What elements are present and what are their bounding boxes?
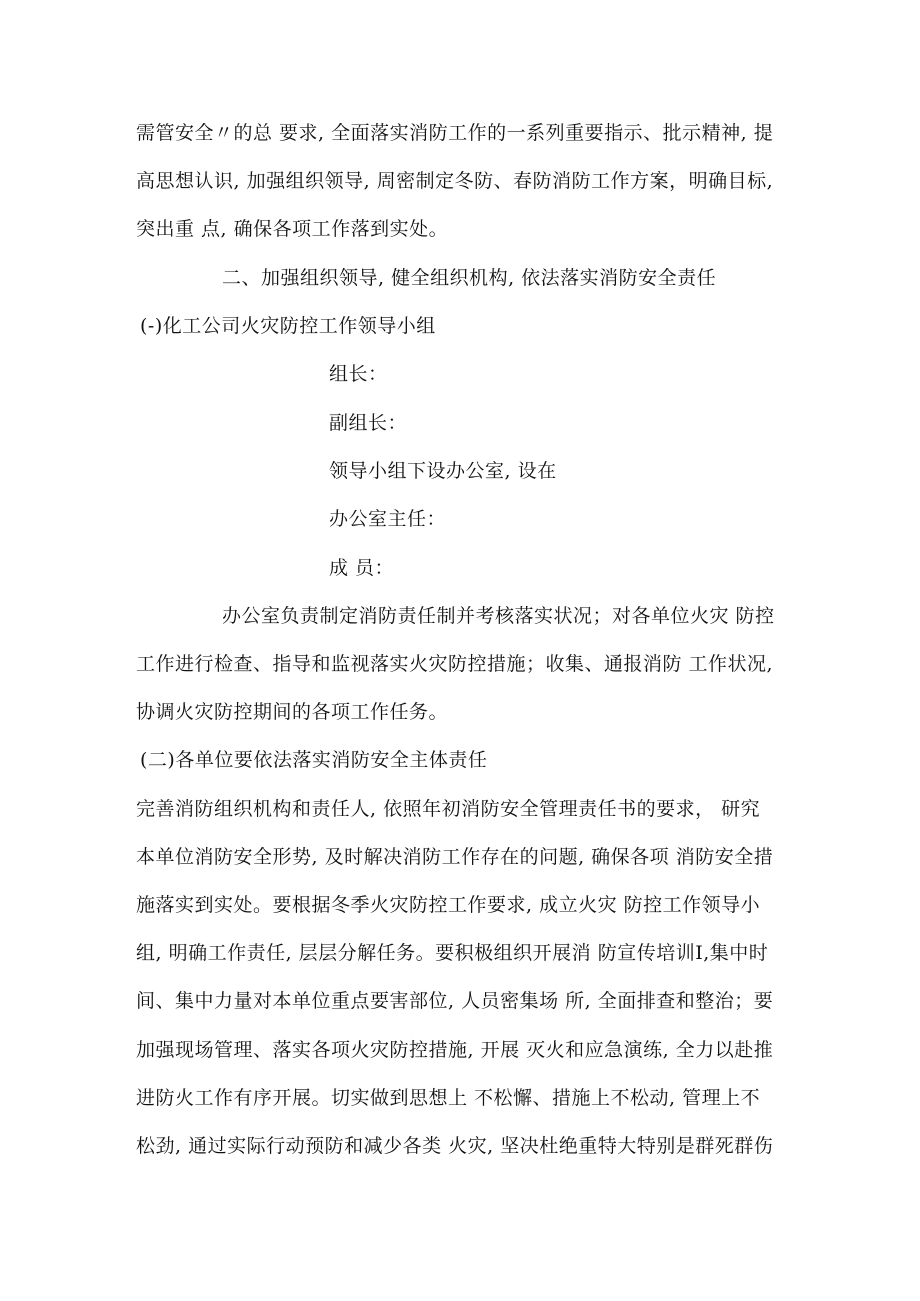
body-text-line-15: 完善消防组织机构和责任人, 依照年初消防安全管理责任书的要求， 研究 bbox=[136, 798, 761, 820]
body-text-line-19: 间、集中力量对本单位重点要害部位, 人员密集场 所, 全面排查和整治；要 bbox=[136, 990, 774, 1012]
field-deputy-leader: 副组长： bbox=[329, 412, 408, 434]
body-text-line-22: 松劲, 通过实际行动预防和减少各类 火灾, 坚决杜绝重特大特别是群死群伤 bbox=[136, 1135, 774, 1157]
section-heading-2: 二、加强组织领导, 健全组织机构, 依法落实消防安全责任 bbox=[222, 267, 717, 289]
body-text-line-1: 需管安全〃的总 要求, 全面落实消防工作的一系列重要指示、批示精神, 提 bbox=[136, 122, 774, 144]
body-text-line-12: 工作进行检查、指导和监视落实火灾防控措施；收集、通报消防 工作状况, bbox=[136, 653, 774, 675]
body-text-line-20: 加强现场管理、落实各项火灾防控措施, 开展 灭火和应急演练, 全力以赴推 bbox=[136, 1039, 774, 1061]
body-text-line-17: 施落实到实处。要根据冬季火灾防控工作要求, 成立火灾 防控工作领导小 bbox=[136, 894, 761, 916]
subsection-heading-1: (-)化工公司火灾防控工作领导小组 bbox=[140, 315, 436, 337]
subsection-heading-2: (二)各单位要依法落实消防安全主体责任 bbox=[140, 749, 488, 771]
body-text-line-3: 突出重 点, 确保各项工作落到实处。 bbox=[136, 218, 449, 240]
field-members: 成 员： bbox=[329, 557, 395, 579]
body-text-line-11: 办公室负责制定消防责任制并考核落实状况；对各单位火灾 防控 bbox=[222, 605, 775, 627]
field-leader: 组长： bbox=[329, 363, 388, 385]
body-text-line-2: 高思想认识, 加强组织领导, 周密制定冬防、春防消防工作方案，明确目标, bbox=[136, 170, 774, 192]
body-text-line-13: 协调火灾防控期间的各项工作任务。 bbox=[136, 701, 449, 723]
body-text-line-21: 进防火工作有序开展。切实做到思想上 不松懈、措施上不松动, 管理上不 bbox=[136, 1087, 761, 1109]
body-text-line-18: 组, 明确工作责任, 层层分解任务。要积极组织开展消 防宣传培训I,集中时 bbox=[136, 942, 769, 964]
field-office-setup: 领导小组下设办公室, 设在 bbox=[329, 460, 557, 482]
field-office-director: 办公室主任： bbox=[329, 508, 447, 530]
body-text-line-16: 本单位消防安全形势, 及时解决消防工作存在的问题, 确保各项 消防安全措 bbox=[136, 846, 774, 868]
